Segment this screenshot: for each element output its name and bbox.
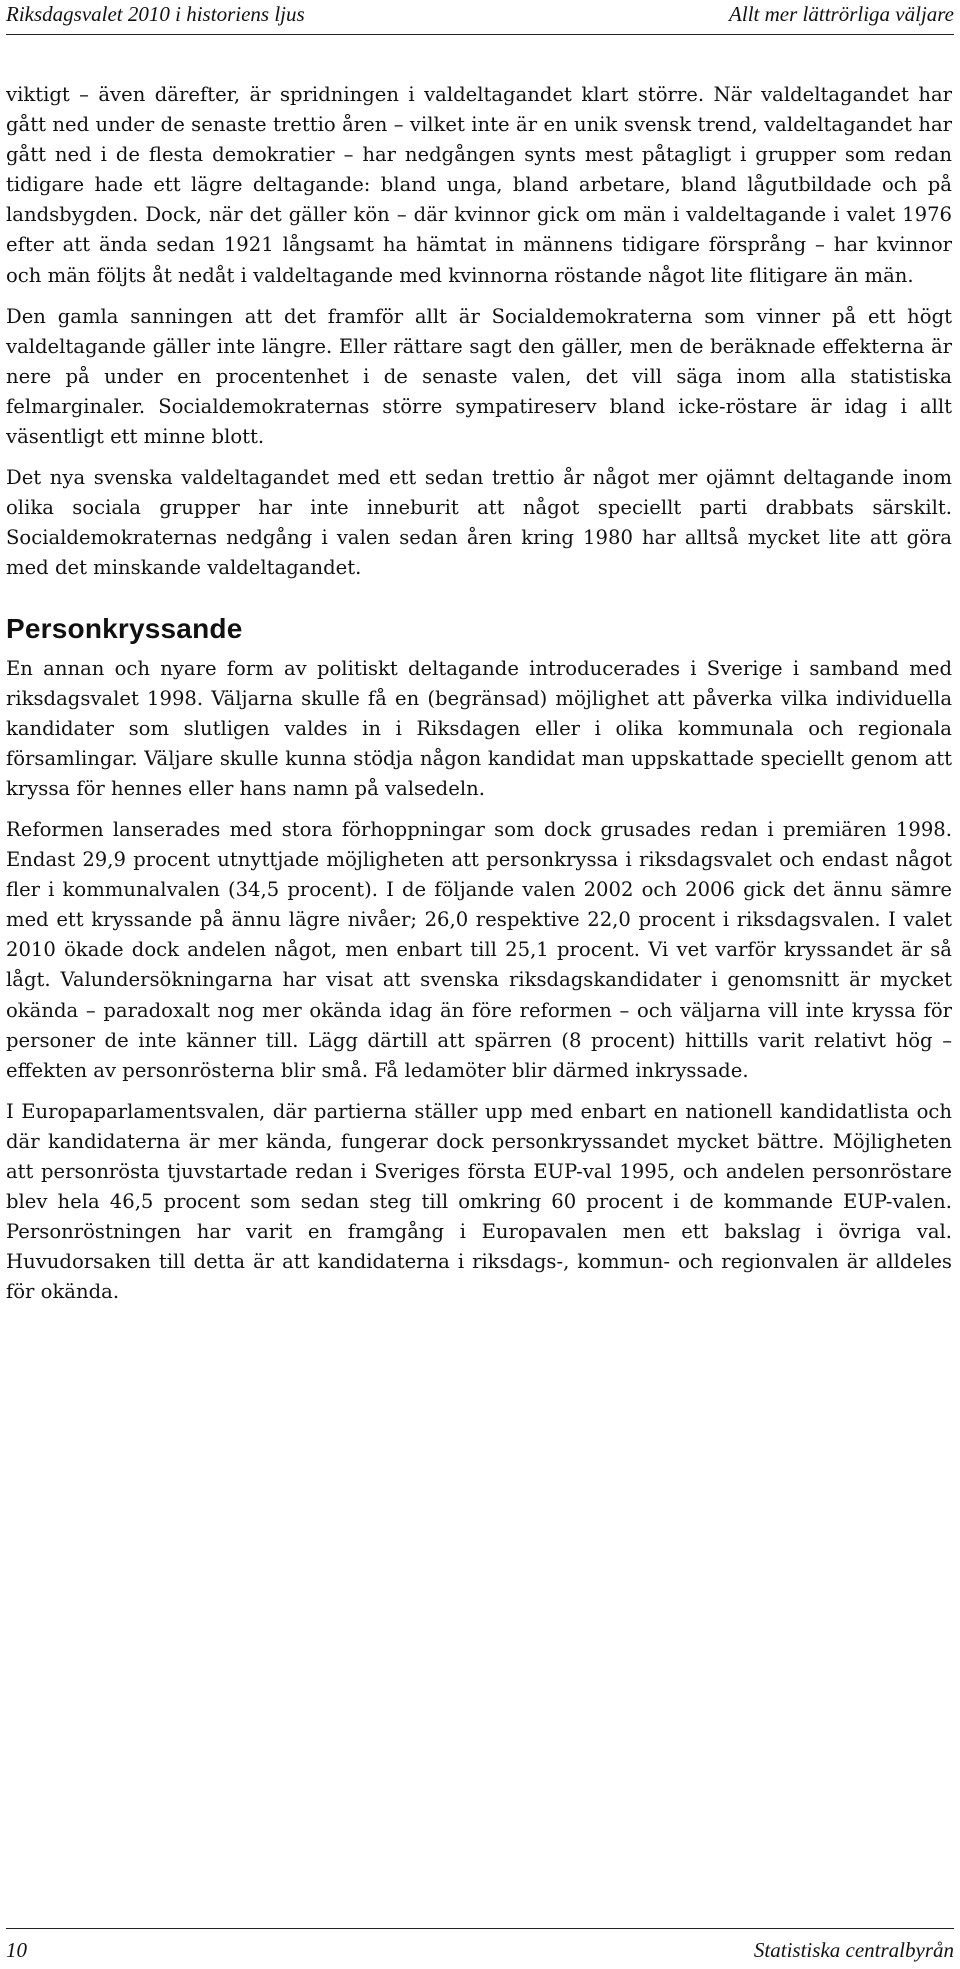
footer-publisher: Statistiska centralbyrån [753,1938,954,1962]
paragraph-1: viktigt – även därefter, är spridningen i valdeltagandet klart större. När valdeltagandet har gått ned under de senaste trettio åren – vilket inte är en unik svensk trend, valdeltagandet har gått ned i de flesta demokratier – har nedgången synts mest påtagligt i grupper som redan tidigare hade ett lägre deltagande: bland unga, bland arbetare, bland lågutbildade och på landsbygden. Dock, när det gäller kön – där kvinnor gick om män i valdeltagande i valet 1976 efter att ända sedan 1921 långsamt ha hämtat in männens tidigare försprång – har kvinnor och män följts åt nedåt i valdeltagande med kvinnorna röstande något lite flitigare än män. [6,83,952,287]
running-footer [6,1928,954,1963]
paragraph-2: Den gamla sanningen att det framför allt är Socialdemokraterna som vinner på ett högt valdeltagande gäller inte längre. Eller rättare sagt den gäller, men de beräknade effekterna är nere på under en procentenhet i de senaste valen, det vill säga inom alla statistiska felmarginaler. Socialdemokraternas större sympatireserv bland icke-röstare är idag i allt väsentligt ett minne blott. [6,304,952,449]
paragraph-4: En annan och nyare form av politiskt deltagande introducerades i Sverige i samband med riksdagsvalet 1998. Väljarna skulle få en (begränsad) möjlighet att påverka vilka individuella kandidater som slutligen valdes in i Riksdagen eller i olika kommunala och regionala församlingar. Väljare skulle kunna stödja någon kandidat man uppskattade speciellt genom att kryssa för hennes eller hans namn på valsedeln. [6,656,952,800]
paragraph-3: Det nya svenska valdeltagandet med ett sedan trettio år något mer ojämnt deltagande inom olika sociala grupper har inte inneburit att något speciellt parti drabbats särskilt. Socialdemokraternas nedgång i valen sedan åren kring 1980 har alltså mycket lite att göra med det minskande valdeltagandet. [6,466,952,580]
paragraph-6: I Europaparlamentsvalen, där partierna ställer upp med enbart en nationell kandidatlista och där kandidaterna är mer kända, fungerar dock personkryssandet mycket bättre. Möjligheten att personrösta tjuvstartade redan i Sveriges första EUP-val 1995, och andelen personröstare blev hela 46,5 procent som sedan steg till omkring 60 procent i de kommande EUP-valen. Personröstningen har varit en framgång i Europavalen men ett bakslag i övriga val. Huvudorsaken till detta är att kandidaterna i riksdags-, kommun- och regionvalen är alldeles för okända. [6,1099,952,1304]
header-chapter-title: Allt mer lättrörliga väljare [729,2,954,26]
paragraph-5: Reformen lanserades med stora förhoppningar som dock grusades redan i premiären 1998. Endast 29,9 procent utnyttjade möjligheten att personkryssa i riksdagsvalet och endast något fler i kommunalvalen (34,5 procent). I de följande valen 2002 och 2006 gick det ännu sämre med ett kryssande på ännu lägre nivåer; 26,0 respektive 22,0 procent i riksdagsvalen. I valet 2010 ökade dock andelen något, men enbart till 25,1 procent. Vi vet varför kryssandet är så lågt. Valundersökningarna har visat att svenska riksdagskandidater i genomsnitt är mycket okända – paradoxalt nog mer okända idag än före reformen – och väljarna vill inte kryssa för personer de inte känner till. Lägg därtill att spärren (8 procent) hittills varit relativt hög – effekten av personrösterna blir små. Få ledamöter blir därmed inkryssade. [6,817,952,1082]
page-number: 10 [6,1938,27,1962]
running-header [6,0,954,35]
body-text [6,80,952,1318]
header-book-title: Riksdagsvalet 2010 i historiens ljus [6,2,305,26]
section-heading: Personkryssande [6,612,243,644]
